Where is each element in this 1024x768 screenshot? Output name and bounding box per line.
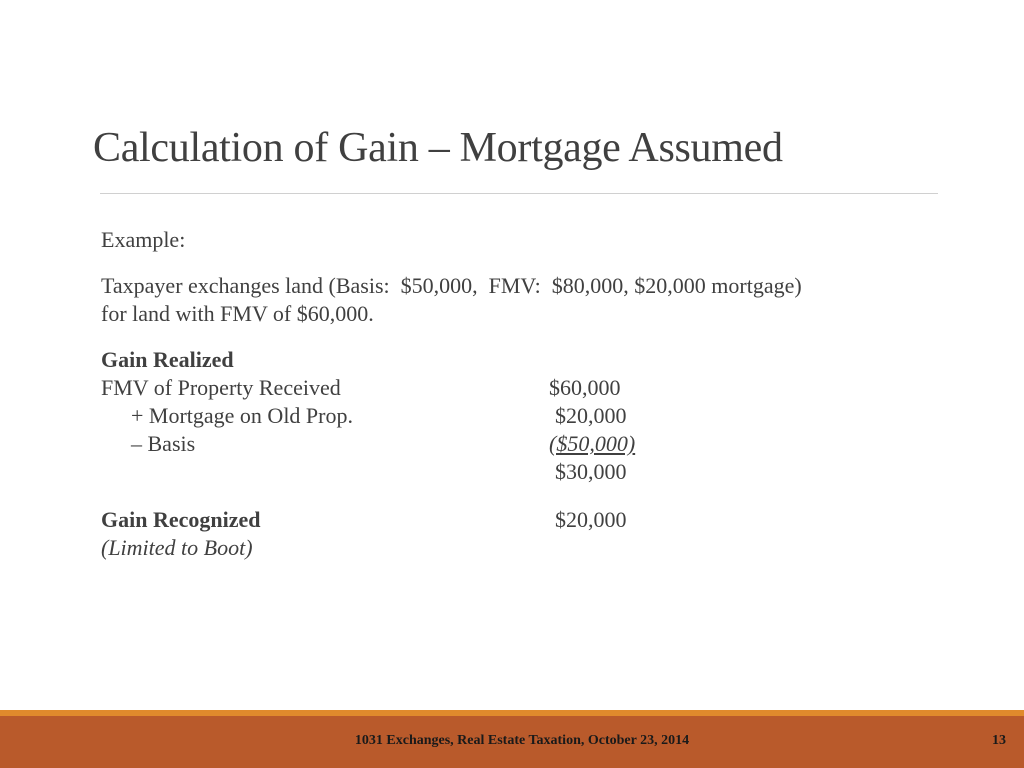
page-number: 13 <box>992 733 1006 748</box>
example-label: Example: <box>101 227 186 252</box>
slide-body <box>101 226 971 606</box>
calc-row <box>101 430 801 458</box>
title-divider <box>100 193 938 194</box>
calc-row-label: + Mortgage on Old Prop. <box>131 403 353 428</box>
calc-row-value: $20,000 <box>555 403 627 428</box>
calc-row <box>101 374 801 402</box>
slide-title: Calculation of Gain – Mortgage Assumed <box>93 125 783 171</box>
gain-recognized-heading: Gain Recognized <box>101 507 261 532</box>
scenario-line-1: Taxpayer exchanges land (Basis: $50,000, FMV: $80,000, $20,000 mortgage) <box>101 273 802 298</box>
gain-realized-heading-row <box>101 346 801 374</box>
calc-row-value: $60,000 <box>549 375 621 400</box>
footer-text: 1031 Exchanges, Real Estate Taxation, October 23, 2014 <box>354 733 690 748</box>
gain-recognized-note: (Limited to Boot) <box>101 535 253 560</box>
scenario-text <box>101 272 971 328</box>
calc-row-label: FMV of Property Received <box>101 375 341 400</box>
footer-band <box>0 716 1024 768</box>
gain-realized-heading: Gain Realized <box>101 347 234 372</box>
calc-row <box>101 402 801 430</box>
scenario-line-2: for land with FMV of $60,000. <box>101 301 374 326</box>
gain-recognized-note-row <box>101 534 801 562</box>
gain-recognized-value: $20,000 <box>555 507 627 532</box>
gain-realized-total-row <box>101 458 801 486</box>
gain-calculation <box>101 346 971 606</box>
calc-row-value: ($50,000) <box>549 431 636 456</box>
calc-row-label: – Basis <box>131 431 196 456</box>
gain-realized-total: $30,000 <box>555 459 627 484</box>
gain-recognized-row <box>101 506 801 534</box>
